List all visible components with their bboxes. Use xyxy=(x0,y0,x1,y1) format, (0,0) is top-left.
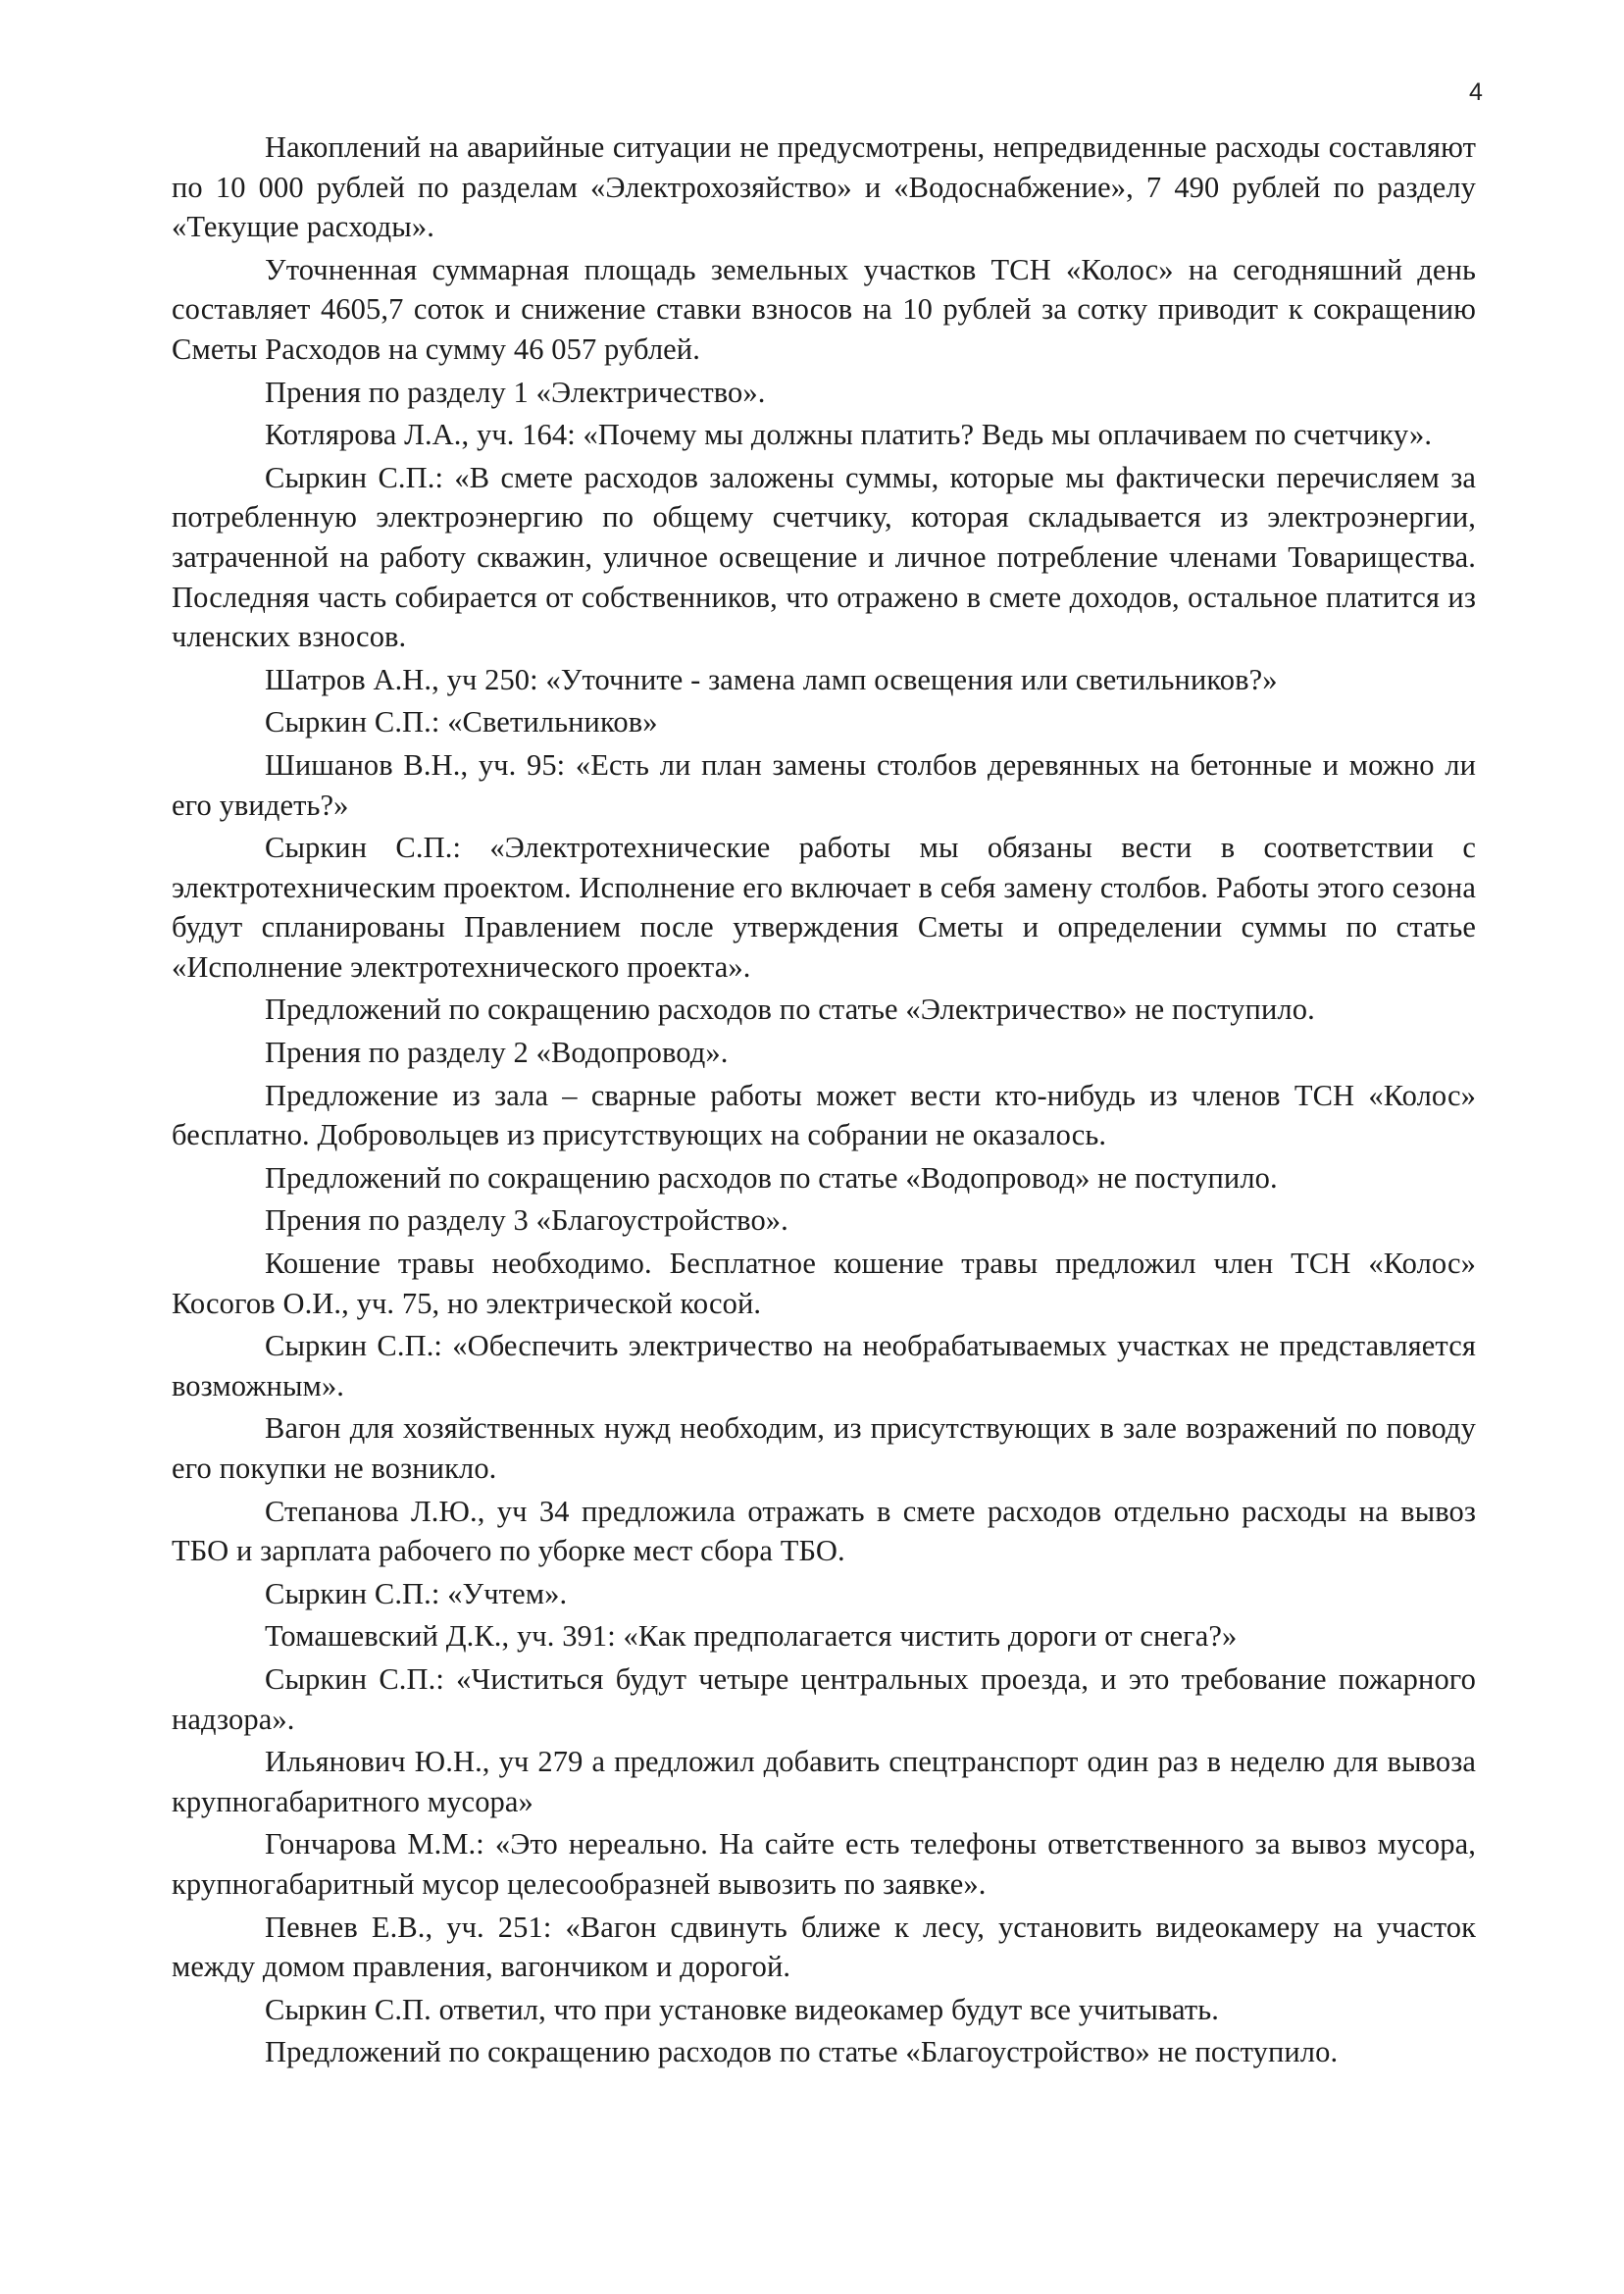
paragraph-syrkin-answer-electricity: Сыркин С.П.: «Обеспечить электричество на необрабатываемых участках не представляется возможным». xyxy=(172,1329,1476,1402)
paragraph-land-area: Уточненная суммарная площадь земельных участков ТСН «Колос» на сегодняшний день составляет 4605,7 соток и снижение ставки взносов на 10 рублей за сотку приводит к сокращению Сметы Расходов на сумму 46 057 рублей. xyxy=(172,252,1476,366)
paragraph-goncharova-answer: Гончарова М.М.: «Это нереально. На сайте есть телефоны ответственного за вывоз мусора, крупногабаритный мусор целесообразней вывозить по заявке». xyxy=(172,1827,1476,1901)
paragraph-electricity-conclusion: Предложений по сокращению расходов по статье «Электричество» не поступило. xyxy=(265,993,1315,1027)
paragraph-landscaping-conclusion: Предложений по сокращению расходов по статье «Благоустройство» не поступило. xyxy=(265,2035,1339,2069)
paragraph-emergency-savings: Накоплений на аварийные ситуации не предусмотрены, непредвиденные расходы составляют по 10 000 рублей по разделам «Электрохозяйство» и «Водоснабжение», 7 490 рублей по разделу «Текущие расходы». xyxy=(172,130,1476,244)
paragraph-wagon: Вагон для хозяйственных нужд необходим, из присутствующих в зале возражений по поводу его покупки не возникло. xyxy=(172,1411,1476,1485)
paragraph-syrkin-answer-poles: Сыркин С.П.: «Электротехнические работы мы обязаны вести в соответствии с электротехническим проектом. Исполнение его включает в себя замену столбов. Работы этого сезона будут спланированы Правлением после утверждения Сметы и определении суммы по статье «Исполнение электротехнического проекта». xyxy=(172,831,1476,984)
paragraph-syrkin-answer-cameras: Сыркин С.П. ответил, что при установке видеокамер будут все учитывать. xyxy=(265,1992,1220,2026)
paragraph-stepanova-proposal: Степанова Л.Ю., уч 34 предложила отражать в смете расходов отдельно расходы на вывоз ТБО и зарплата рабочего по уборке мест сбора ТБО. xyxy=(172,1494,1476,1568)
paragraph-shishanov-question: Шишанов В.Н., уч. 95: «Есть ли план замены столбов деревянных на бетонные и можно ли его увидеть?» xyxy=(172,747,1476,822)
paragraph-kotlyarova-question: Котлярова Л.А., уч. 164: «Почему мы должны платить? Ведь мы оплачиваем по счетчику». xyxy=(265,418,1433,452)
paragraph-pevnev-proposal: Певнев Е.В., уч. 251: «Вагон сдвинуть ближе к лесу, установить видеокамеру на участок между домом правления, вагончиком и дорогой. xyxy=(172,1910,1476,1984)
paragraph-syrkin-answer-noted: Сыркин С.П.: «Учтем». xyxy=(265,1576,568,1610)
paragraph-syrkin-answer-snow: Сыркин С.П.: «Чиститься будут четыре центральных проезда, и это требование пожарного надзора». xyxy=(172,1661,1476,1736)
paragraph-water-conclusion: Предложений по сокращению расходов по статье «Водопровод» не поступило. xyxy=(265,1160,1278,1195)
paragraph-ilyanovich-proposal: Ильянович Ю.Н., уч 279 а предложил добавить спецтранспорт один раз в неделю для вывоза крупногабаритного мусора» xyxy=(172,1745,1476,1818)
paragraph-section-1-heading: Прения по разделу 1 «Электричество». xyxy=(265,375,766,409)
paragraph-welding-proposal: Предложение из зала – сварные работы может вести кто-нибудь из членов ТСН «Колос» бесплатно. Добровольцев из присутствующих на собрании не оказалось. xyxy=(172,1078,1476,1152)
paragraph-tomashevsky-question: Томашевский Д.К., уч. 391: «Как предполагается чистить дороги от снега?» xyxy=(265,1619,1238,1654)
document-body xyxy=(172,127,1476,2072)
paragraph-section-3-heading: Прения по разделу 3 «Благоустройство». xyxy=(265,1203,788,1238)
paragraph-shatrov-question: Шатров А.Н., уч 250: «Уточните - замена ламп освещения или светильников?» xyxy=(265,662,1278,696)
paragraph-section-2-heading: Прения по разделу 2 «Водопровод». xyxy=(265,1036,729,1070)
paragraph-grass-mowing: Кошение травы необходимо. Бесплатное кошение травы предложил член ТСН «Колос» Косогов О.И., уч. 75, но электрической косой. xyxy=(172,1247,1476,1320)
paragraph-syrkin-answer-meter: Сыркин С.П.: «В смете расходов заложены суммы, которые мы фактически перечисляем за потребленную электроэнергию по общему счетчику, которая складывается из электроэнергии, затраченной на работу скважин, уличное освещение и личное потребление членами Товарищества. Последняя часть собирается от собственников, что отражено в смете доходов, остальное платится из членских взносов. xyxy=(172,460,1476,654)
page-number: 4 xyxy=(1469,78,1483,106)
paragraph-syrkin-answer-lamps: Сыркин С.П.: «Светильников» xyxy=(265,705,658,739)
